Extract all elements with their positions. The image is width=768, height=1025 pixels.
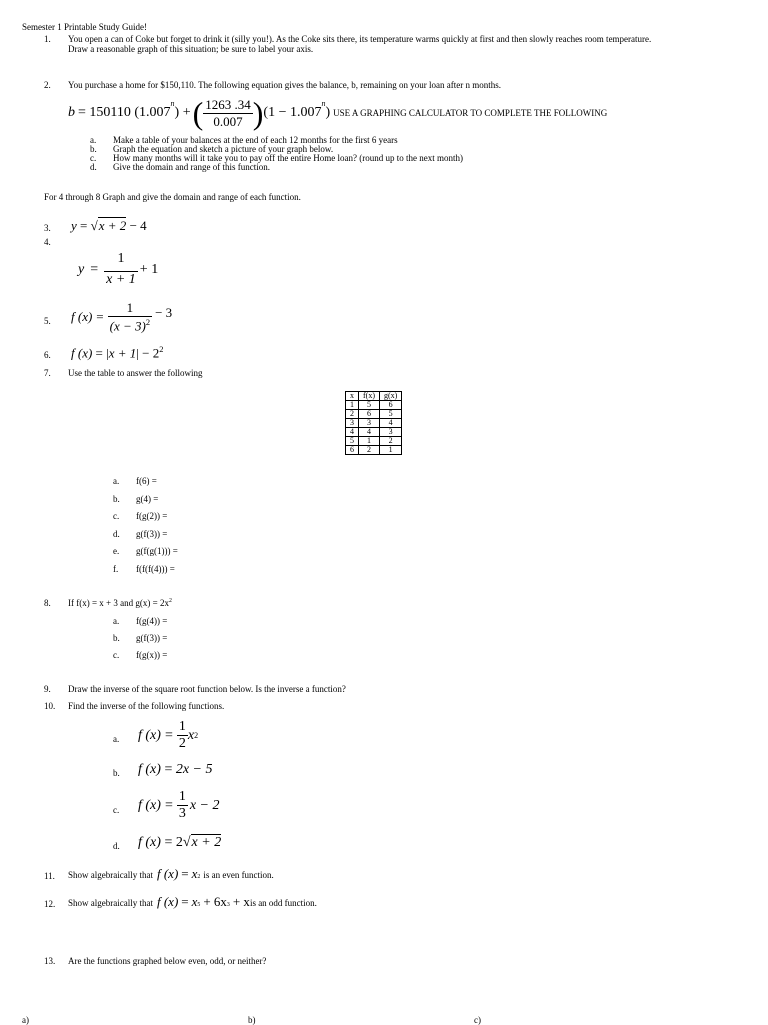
subpart-text: Give the domain and range of this function. [113, 162, 270, 172]
subpart-label: c. [113, 511, 120, 522]
subpart-label: c. [90, 153, 97, 163]
equation-exponent: 2 [194, 731, 199, 740]
fraction-numerator: 1 [108, 300, 152, 317]
question-text [68, 598, 172, 608]
subpart-text: f(g(2)) = [136, 511, 168, 522]
right-paren: ) [252, 95, 264, 131]
fraction-denominator: x + 1 [106, 272, 136, 287]
equation-part: + 6x [203, 894, 227, 909]
instruction-text: For 4 through 8 Graph and give the domain and range of each function. [44, 192, 301, 202]
equation-part: = [181, 866, 189, 881]
equation-part: = [95, 345, 103, 361]
equation-exponent: n [321, 99, 326, 108]
equation-part: 2 [175, 835, 183, 850]
question-text: Draw the inverse of the square root function below. Is the inverse a function? [68, 684, 346, 694]
equation-part: = [96, 309, 104, 325]
equation-variable: f (x) [138, 835, 161, 850]
subpart-label: a. [113, 616, 120, 626]
equation-exponent: 2 [145, 317, 151, 327]
table-cell: 1 [359, 437, 380, 446]
equation-part: + x [232, 894, 250, 909]
equation-exponent: n [170, 99, 175, 108]
subpart-label: a. [113, 476, 120, 486]
equation-part: = [181, 894, 189, 909]
question-text: Are the functions graphed below even, odd, or neither? [68, 956, 267, 966]
equation-q6 [71, 344, 163, 361]
subpart-text: How many months will it take you to pay off the entire Home loan? (round up to the next month) [113, 153, 464, 163]
question-number: 6. [44, 350, 51, 360]
subpart-label: b. [113, 633, 120, 643]
table-cell: 4 [359, 428, 380, 437]
question-number: 4. [44, 237, 51, 247]
question-number: 8. [44, 598, 51, 608]
equation-q3 [71, 218, 147, 234]
equation-exponent: 2 [159, 344, 164, 354]
equation-exponent: 2 [197, 874, 201, 880]
subpart-label: f. [113, 564, 119, 574]
table-row [346, 446, 402, 455]
equation-variable: b [68, 105, 75, 120]
equation-part: ) + [174, 105, 191, 120]
subpart-text: g(4) = [136, 493, 159, 504]
sqrt-icon: √ [182, 835, 191, 850]
equation-part: ) [325, 105, 331, 120]
equation-part: − 2 [142, 345, 160, 361]
subpart-text: f(f(f(4))) = [136, 564, 175, 574]
equation-variable: y [71, 218, 77, 233]
graph-label-a: a) [22, 1015, 29, 1025]
table-cell: 2 [380, 437, 402, 446]
subpart-label: a. [113, 734, 120, 744]
fraction-numerator: 1 [104, 251, 138, 272]
table-header-cell: g(x) [380, 392, 402, 401]
equation-variable: f (x) [138, 727, 161, 743]
table-cell: 3 [346, 419, 359, 428]
question-text [68, 894, 317, 910]
page-title: Semester 1 Printable Study Guide! [22, 22, 147, 32]
question-text: Use the table to answer the following [68, 368, 203, 378]
table-cell: 4 [380, 419, 402, 428]
equation-part: − 4 [129, 218, 147, 233]
subpart-text: f(6) = [136, 476, 157, 486]
question-number: 2. [44, 80, 51, 90]
graph-label-c: c) [474, 1015, 481, 1025]
subpart-text: f(g(x)) = [136, 650, 168, 660]
equation-fraction [104, 251, 138, 288]
table-cell: 2 [359, 446, 380, 455]
subpart-label: e. [113, 546, 120, 557]
equation-part: = [164, 835, 173, 850]
question-text: Draw a reasonable graph of this situation; be sure to label your axis. [68, 44, 314, 54]
table-cell: 1 [380, 446, 402, 455]
subpart-label: a. [90, 135, 97, 145]
question-text-body: If f(x) = x + 3 and g(x) = 2x [68, 598, 169, 608]
equation-variable: f (x) [71, 345, 93, 361]
equation-part: x − 2 [189, 797, 220, 813]
loan-equation [68, 93, 607, 133]
question-number: 10. [44, 701, 56, 711]
subpart-label: b. [113, 493, 120, 504]
subpart-label: d. [113, 528, 120, 539]
question-number: 3. [44, 223, 51, 233]
equation-fraction [108, 300, 152, 334]
question-text: You purchase a home for $150,110. The following equation gives the balance, b, remaining on your loan after n months. [68, 80, 501, 90]
table-cell: 3 [380, 428, 402, 437]
equation-q5 [71, 300, 172, 334]
equation-variable: y [78, 261, 85, 277]
fraction-numerator: 1 [178, 789, 186, 804]
fraction-numerator: 1 [178, 719, 186, 734]
equation-part: = [164, 727, 173, 743]
subpart-text: g(f(3)) = [136, 633, 168, 643]
question-number: 1. [44, 34, 51, 44]
equation-note: USE A GRAPHING CALCULATOR TO COMPLETE THE FOLLOWING [333, 108, 608, 118]
subpart-label: d. [113, 841, 120, 851]
subpart-label: c. [113, 650, 120, 660]
equation-q10c [138, 789, 220, 822]
equation-exponent: 3 [226, 902, 230, 908]
equation-radicand: x + 2 [98, 218, 127, 233]
equation-variable: x [191, 866, 198, 881]
table-cell: 6 [346, 446, 359, 455]
table-cell: 6 [359, 410, 380, 419]
equation-part: = [164, 762, 173, 777]
table-cell: 6 [380, 401, 402, 410]
abs-bar-icon: | [136, 345, 139, 361]
function-table [345, 391, 402, 455]
subpart-label: c. [113, 805, 120, 815]
table-header-cell: f(x) [359, 392, 380, 401]
question-text: Find the inverse of the following functions. [68, 701, 225, 711]
equation-exponent: 5 [197, 902, 201, 908]
table-cell: 4 [346, 428, 359, 437]
question-number: 13. [44, 956, 56, 966]
subpart-text: Make a table of your balances at the end of each 12 months for the first 6 years [113, 135, 398, 145]
question-text-body: is an even function. [203, 870, 274, 880]
subpart-label: b. [90, 144, 97, 154]
question-number: 11. [44, 871, 55, 881]
graph-label-b: b) [248, 1015, 256, 1025]
equation-radicand: x + 2 [191, 835, 222, 850]
equation-part: 2x − 5 [175, 762, 213, 777]
table-header-cell: x [346, 392, 359, 401]
fraction-denominator: 2 [178, 736, 186, 751]
question-text [68, 866, 274, 882]
equation-q10a [138, 719, 198, 752]
equation-variable: f (x) [71, 309, 93, 325]
equation-part: − 3 [155, 305, 173, 321]
equation-part: + 1 [139, 261, 159, 277]
table-cell: 3 [359, 419, 380, 428]
question-text-body: Show algebraically that [68, 898, 153, 908]
equation-fraction [177, 719, 188, 752]
equation-part: = [90, 261, 99, 277]
equation-q10b [138, 762, 213, 778]
equation-part: x + 1 [108, 345, 137, 361]
equation-fraction [203, 97, 253, 130]
equation-variable: x [191, 894, 198, 909]
question-number: 5. [44, 316, 51, 326]
equation-variable: x [187, 727, 195, 743]
equation-variable: f (x) [156, 866, 179, 881]
equation-q4 [78, 251, 158, 288]
question-text-body: is an odd function. [249, 898, 317, 908]
equation-variable: f (x) [138, 762, 161, 777]
subpart-text: g(f(g(1))) = [136, 546, 178, 557]
equation-exponent: 2 [168, 598, 172, 604]
sqrt-icon: √ [90, 218, 98, 233]
equation-fraction [177, 789, 188, 822]
question-number: 9. [44, 684, 51, 694]
question-number: 12. [44, 899, 56, 909]
fraction-denominator: (x − 3) [109, 318, 146, 334]
subpart-text: f(g(4)) = [136, 616, 168, 626]
equation-part: (1 − 1.007 [263, 105, 322, 120]
equation-part: = 150110 (1.007 [78, 105, 171, 120]
question-number: 7. [44, 368, 51, 378]
equation-variable: f (x) [156, 894, 179, 909]
subpart-text: g(f(3)) = [136, 528, 168, 539]
fraction-numerator: 1263 .34 [205, 96, 251, 112]
subpart-label: b. [113, 768, 120, 778]
table-cell: 5 [359, 401, 380, 410]
question-text: You open a can of Coke but forget to drink it (silly you!). As the Coke sits there, its temperature warms quickly at first and then slowly reaches room temperature. [68, 34, 652, 44]
fraction-denominator: 0.007 [213, 113, 243, 129]
equation-q10d [138, 835, 221, 851]
equation-part: = [80, 218, 88, 233]
left-paren: ( [192, 95, 204, 131]
question-text-body: Show algebraically that [68, 870, 153, 880]
fraction-denominator: 3 [178, 806, 186, 821]
table-cell: 2 [346, 410, 359, 419]
subpart-label: d. [90, 162, 97, 172]
subpart-text: Graph the equation and sketch a picture of your graph below. [113, 144, 334, 154]
table-cell: 1 [346, 401, 359, 410]
equation-part: = [164, 797, 173, 813]
abs-bar-icon: | [106, 345, 109, 361]
table-cell: 5 [380, 410, 402, 419]
table-cell: 5 [346, 437, 359, 446]
equation-variable: f (x) [138, 797, 161, 813]
